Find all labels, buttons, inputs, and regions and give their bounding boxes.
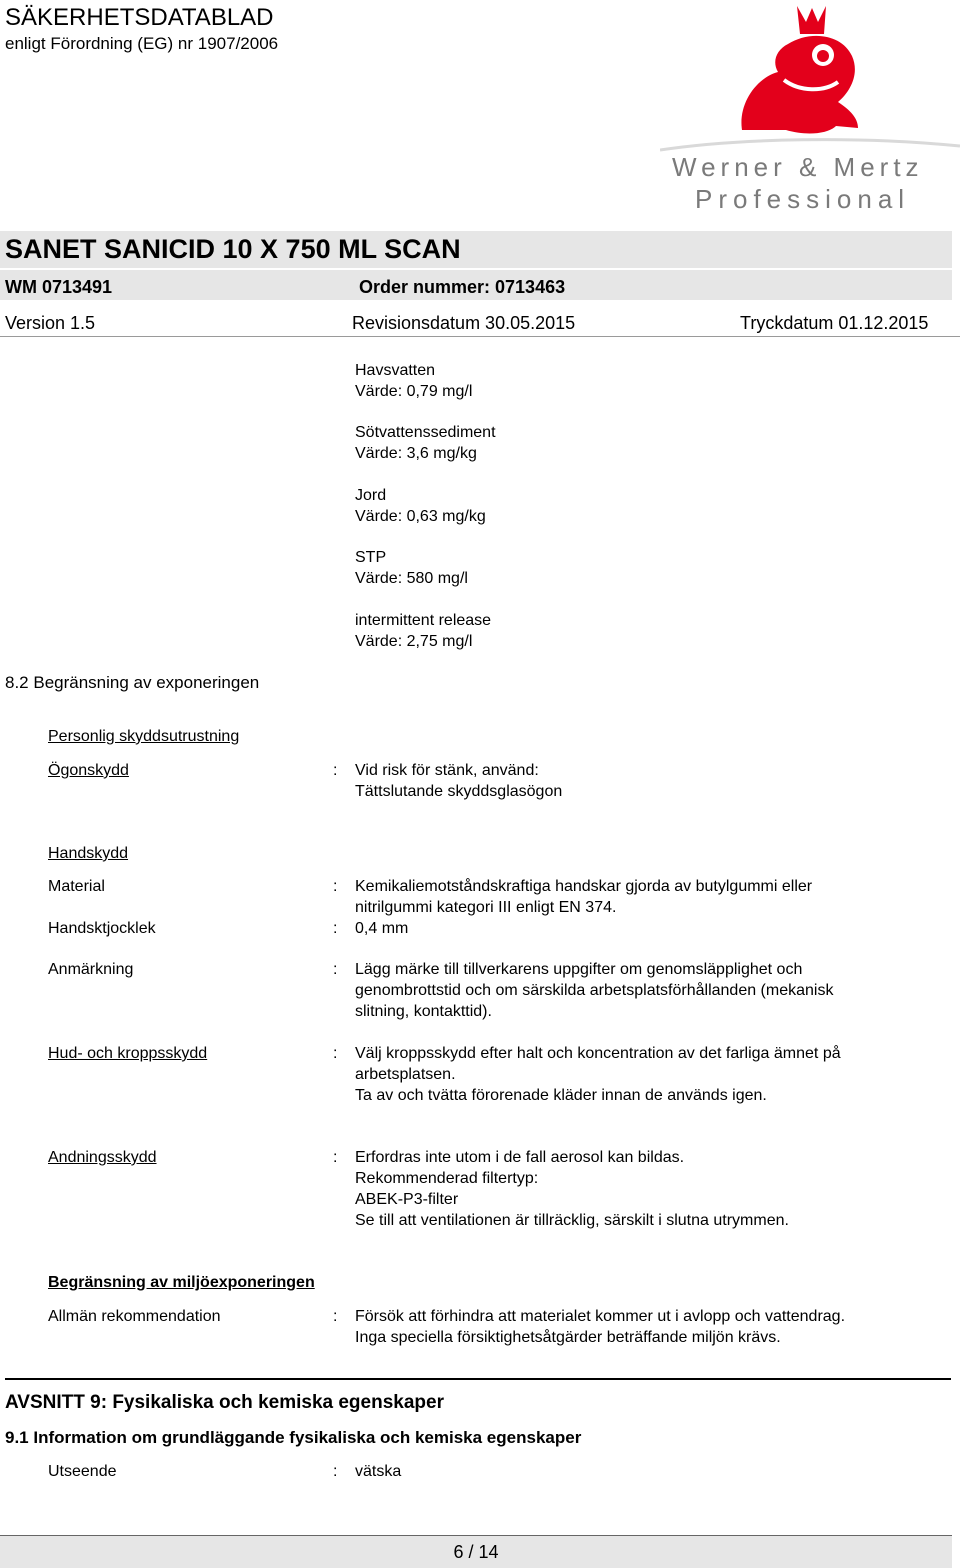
pnec-value: Värde: 0,63 mg/kg [355,508,486,525]
pnec-medium: Jord [355,487,387,504]
pnec-medium: Sötvattenssediment [355,424,496,441]
pnec-value: Värde: 3,6 mg/kg [355,445,477,462]
werner-mertz-frog-logo [660,0,960,215]
remark-text: Lägg märke till tillverkarens uppgifter om genomsläpplighet och [355,961,803,978]
colon: : [333,1308,338,1325]
section-9-1-heading: 9.1 Information om grundläggande fysikaliska och kemiska egenskaper [5,1428,582,1447]
hand-protection-label: Handskydd [48,845,129,862]
pnec-medium: Havsvatten [355,362,436,379]
pnec-medium: STP [355,549,387,566]
pnec-value: Värde: 0,79 mg/l [355,383,473,400]
respiratory-protection-text: Rekommenderad filtertyp: [355,1170,539,1187]
colon: : [333,878,338,895]
remark-text: genombrottstid och om särskilda arbetsplatsförhållanden (mekanisk [355,982,834,999]
glove-thickness-value: 0,4 mm [355,920,409,937]
pnec-value: Värde: 2,75 mg/l [355,633,473,650]
logo-text-line1: Werner & Mertz [672,152,924,182]
regulation-subtitle: enligt Förordning (EG) nr 1907/2006 [5,34,279,53]
colon: : [333,920,338,937]
material-text: nitrilgummi kategori III enligt EN 374. [355,899,617,916]
page-number: 6 / 14 [453,1542,499,1562]
section-9-heading: AVSNITT 9: Fysikaliska och kemiska egenskaper [5,1392,444,1413]
print-date: Tryckdatum 01.12.2015 [740,313,929,333]
general-advice-label: Allmän rekommendation [48,1308,221,1325]
colon: : [333,1463,338,1480]
general-advice-text: Inga speciella försiktighetsåtgärder beträffande miljön krävs. [355,1329,781,1346]
remark-text: slitning, kontakttid). [355,1003,492,1020]
environmental-exposure-heading: Begränsning av miljöexponeringen [48,1274,315,1291]
respiratory-protection-text: Se till att ventilationen är tillräcklig, särskilt i slutna utrymmen. [355,1212,789,1229]
revision-date: Revisionsdatum 30.05.2015 [352,313,576,333]
respiratory-protection-text: ABEK-P3-filter [355,1191,459,1208]
pnec-value: Värde: 580 mg/l [355,570,468,587]
order-number: Order nummer: 0713463 [359,277,566,297]
ppe-heading: Personlig skyddsutrustning [48,728,240,745]
glove-thickness-label: Handsktjocklek [48,920,156,937]
body-protection-text: Ta av och tvätta förorenade kläder innan de används igen. [355,1087,767,1104]
appearance-label: Utseende [48,1463,117,1480]
section-8-2-heading: 8.2 Begränsning av exponeringen [5,673,260,692]
colon: : [333,762,338,779]
body-protection-text: Välj kroppsskydd efter halt och koncentration av det farliga ämnet på [355,1045,841,1062]
colon: : [333,961,338,978]
eye-protection-text: Tättslutande skyddsglasögon [355,783,563,800]
material-label: Material [48,878,105,895]
pnec-medium: intermittent release [355,612,492,629]
general-advice-text: Försök att förhindra att materialet kommer ut i avlopp och vattendrag. [355,1308,846,1325]
version: Version 1.5 [5,313,96,333]
footer-rule [0,1535,952,1536]
product-name: SANET SANICID 10 X 750 ML SCAN [5,234,461,264]
header-divider [0,336,960,337]
eye-protection-label: Ögonskydd [48,762,129,779]
remark-label: Anmärkning [48,961,134,978]
material-text: Kemikaliemotståndskraftiga handskar gjorda av butylgummi eller [355,878,813,895]
body-protection-text: arbetsplatsen. [355,1066,456,1083]
sheet-title: SÄKERHETSDATABLAD [5,4,274,31]
appearance-value: vätska [355,1463,402,1480]
colon: : [333,1149,338,1166]
wm-number: WM 0713491 [5,277,113,297]
section-9-rule [5,1378,951,1380]
respiratory-protection-label: Andningsskydd [48,1149,157,1166]
colon: : [333,1045,338,1062]
logo-text-line2: Professional [695,184,911,214]
body-protection-label: Hud- och kroppsskydd [48,1045,208,1062]
eye-protection-text: Vid risk för stänk, använd: [355,762,539,779]
respiratory-protection-text: Erfordras inte utom i de fall aerosol kan bildas. [355,1149,685,1166]
